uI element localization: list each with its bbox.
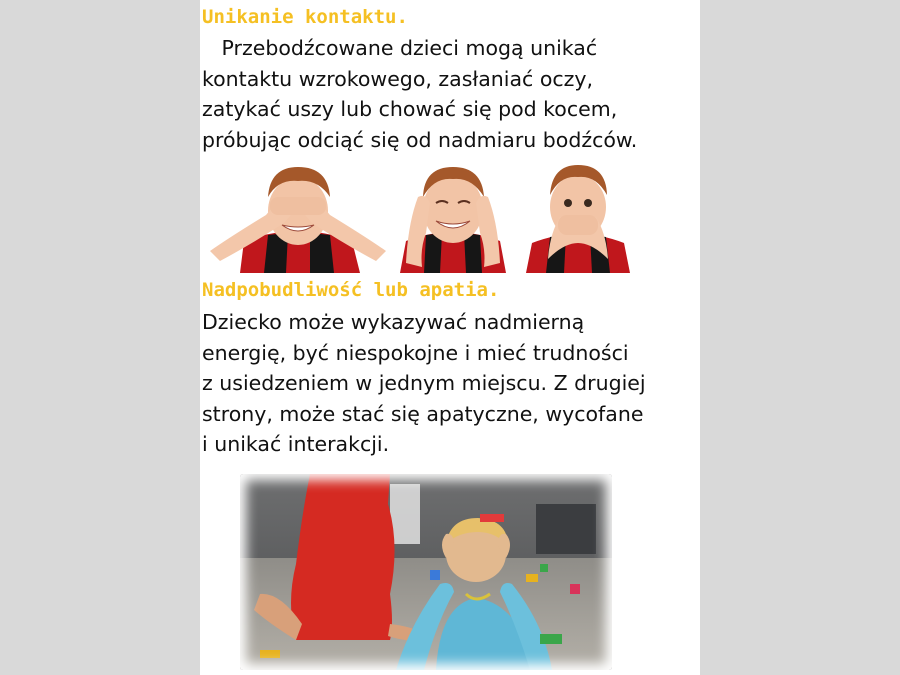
- text-line: zatykać uszy lub chować się pod kocem,: [202, 97, 618, 121]
- text-line: strony, może stać się apatyczne, wycofane: [202, 401, 644, 426]
- photo-child-covering-eyes: [210, 163, 386, 273]
- text-line: energię, być niespokojne i mieć trudności: [202, 340, 629, 365]
- photo-child-covering-ears: [396, 163, 510, 273]
- section-text-avoid-contact: [202, 33, 698, 155]
- text-line: kontaktu wzrokowego, zasłaniać oczy,: [202, 66, 594, 91]
- text-line: Przebodźcowane dzieci mogą unikać: [202, 36, 598, 60]
- text-line: próbując odciąć się od nadmiaru bodźców.: [202, 127, 638, 152]
- document-page: [200, 0, 700, 675]
- photo-child-covering-mouth: [526, 163, 630, 273]
- text-line: Dziecko może wykazywać nadmierną: [202, 310, 585, 334]
- section-heading-hyperactivity: Nadpobudliwość lub apatia.: [202, 279, 500, 301]
- section-text-hyperactivity: [202, 307, 698, 460]
- photo-child-overwhelmed-on-floor: [240, 474, 612, 670]
- section-heading-avoid-contact: Unikanie kontaktu.: [202, 6, 408, 28]
- text-line: i unikać interakcji.: [202, 432, 390, 456]
- text-line: z usiedzeniem w jednym miejscu. Z drugiej: [202, 371, 646, 395]
